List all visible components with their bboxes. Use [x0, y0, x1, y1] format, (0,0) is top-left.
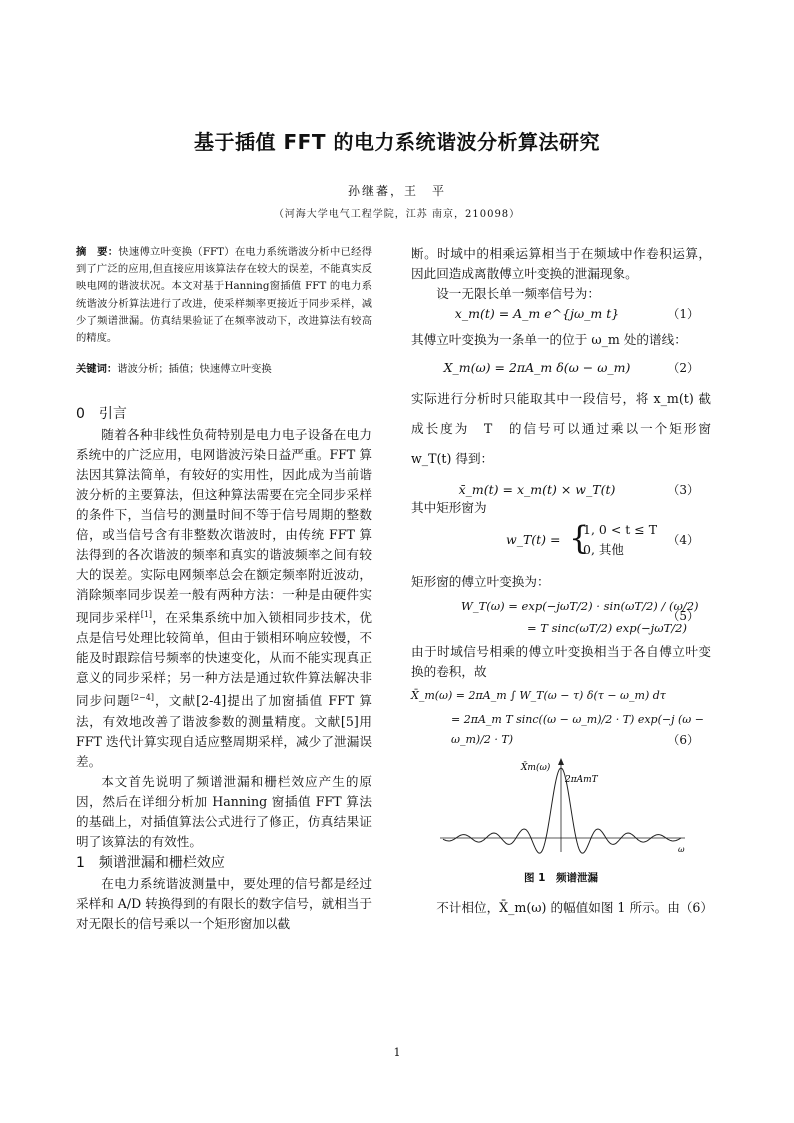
y-axis-arrow-icon	[558, 758, 564, 765]
equation-4	[411, 518, 711, 564]
intro-paragraph-1: 随着各种非线性负荷特别是电力电子设备在电力系统中的广泛应用，电网谐波污染日益严重。FFT 算法因其算法简单，有较好的实用性，因此成为当前谐波分析的主要算法，但这种算法需要在完全同步采样的条件下，当信号的测量时间不等于信号周期的整数倍，或当信号含有非整数次谐波时，由传统 FFT 算法得到的各次谐波的频率和真实的谐波频率之间有较大的误差。实际电网频率总会在额定频率附近波动，消除频率同步误差一般有两种方法：一种是由硬件实现同步采样[1]，在采集系统中加入锁相同步技术，优点是信号处理比较简单，但由于锁相环响应较慢，不能及时跟踪信号频率的快速变化，从而不能实现真正意义的同步采样；另一种方法是通过软件算法解决非同步问题[2−4]，文献[2-4]提出了加窗插值 FFT 算法，有效地改善了谐波参数的测量精度。文献[5]用 FFT 迭代计算实现自适应整周期采样，减少了泄漏误差。	[76, 427, 373, 769]
right-column	[411, 244, 714, 918]
affiliation: （河海大学电气工程学院，江苏 南京，210098）	[273, 209, 521, 220]
body-paragraph: 其中矩形窗为	[411, 500, 487, 515]
equation-case-2: 0, 其他	[583, 542, 624, 557]
keywords-text: 谐波分析；插值；快速傅立叶变换	[117, 363, 272, 376]
intro-paragraph-2: 本文首先说明了频谱泄漏和栅栏效应产生的原因，然后在详细分析加 Hanning 窗插值 FFT 算法的基础上，对插值算法公式进行了修正，仿真结果证明了该算法的有效性。	[76, 773, 372, 849]
equation-number: （4）	[667, 533, 699, 547]
equation-2	[411, 358, 711, 384]
equation-number: （5）	[667, 609, 699, 623]
y-axis-label: X̄m(ω)	[521, 763, 551, 773]
keywords-label: 关键词：	[76, 363, 118, 376]
citation-ref: [2−4]	[130, 693, 154, 703]
body-paragraph: 断。时域中的相乘运算相当于在频域中作卷积运算，因此回造成离散傅立叶变换的泄漏现象。	[411, 246, 711, 281]
abstract-label: 摘 要：	[76, 246, 119, 258]
citation-ref: [1]	[140, 610, 153, 620]
x-axis-label: ω	[678, 845, 685, 854]
abstract-text: 快速傅立叶变换（FFT）在电力系统谐波分析中已经得到了广泛的应用,但直接应用该算法存在较大的误差，不能真实反映电网的谐波状况。本文对基于Hanning窗插值 FFT 的电力系统谐波分析算法进行了改进，使采样频率更接近于同步采样，减少了频谱泄漏。仿真结果验证了在频率波动下，改进算法有较高的精度。	[76, 246, 373, 345]
brace-icon: {	[569, 519, 590, 557]
equation-body: X_m(ω) = 2πA_m δ(ω − ω_m)	[443, 360, 631, 375]
leakage-paragraph-1: 在电力系统谐波测量中，要处理的信号都是经过采样和 A/D 转换得到的有限长的数字信号，就相当于对无限长的信号乘以一个矩形窗加以截	[76, 875, 372, 931]
body-paragraph: 实际进行分析时只能取其中一段信号，将 x_m(t) 截成长度为 T 的信号可以通过乘以一个矩形窗 w_T(t) 得到：	[411, 391, 711, 466]
equation-line-2: = 2πA_m T sinc((ω − ω_m)/2 · T) exp(−j (ω − ω_m)/2 · T)	[451, 713, 704, 746]
page-number: 1	[393, 1046, 401, 1059]
equation-case-1: 1, 0 < t ≤ T	[583, 522, 658, 537]
equation-3	[411, 480, 711, 506]
equation-body: w_T(t) =	[506, 532, 561, 547]
equation-6	[411, 682, 711, 750]
equation-5	[411, 592, 711, 642]
equation-number: （6）	[667, 733, 699, 747]
keywords	[76, 359, 372, 379]
equation-number: （2）	[667, 361, 699, 375]
sinc-curve	[443, 768, 681, 853]
equation-1	[411, 304, 711, 330]
sinc-plot	[435, 756, 695, 856]
equation-line-1: X̄_m(ω) = 2πA_m ∫ W_T(ω − τ) δ(τ − ω_m) dτ	[411, 689, 666, 702]
section-heading-leakage: 1 频谱泄漏和栅栏效应	[76, 854, 225, 871]
authors: 孙继蕃，王 平	[347, 184, 446, 198]
abstract	[76, 244, 372, 347]
left-column	[76, 244, 372, 934]
figure-caption: 图 1 频谱泄漏	[524, 872, 598, 884]
paper-title: 基于插值 FFT 的电力系统谐波分析算法研究	[194, 130, 600, 154]
equation-number: （3）	[667, 483, 699, 497]
figure-spectral-leakage	[435, 756, 711, 864]
body-paragraph: 矩形窗的傅立叶变换为：	[411, 574, 550, 589]
equation-body: x̄_m(t) = x_m(t) × w_T(t)	[458, 482, 616, 497]
equation-body: x_m(t) = A_m e^{jω_m t}	[454, 306, 620, 321]
body-paragraph: 设一无限长单一频率信号为：	[436, 286, 600, 301]
body-paragraph: 不计相位，X̄_m(ω) 的幅值如图 1 所示。由（6）	[436, 900, 714, 915]
section-heading-intro: 0 引言	[76, 406, 127, 423]
equation-line-1: W_T(ω) = exp(−jωT/2) · sin(ωT/2) / (ω/2)	[461, 599, 699, 613]
peak-label: 2πAmT	[565, 775, 598, 785]
body-paragraph: 其傅立叶变换为一条单一的位于 ω_m 处的谱线：	[411, 332, 687, 347]
body-paragraph: 由于时域信号相乘的傅立叶变换相当于各自傅立叶变换的卷积，故	[411, 644, 711, 679]
equation-line-2: = T sinc(ωT/2) exp(−jωT/2)	[527, 621, 687, 635]
equation-number: （1）	[667, 307, 699, 321]
